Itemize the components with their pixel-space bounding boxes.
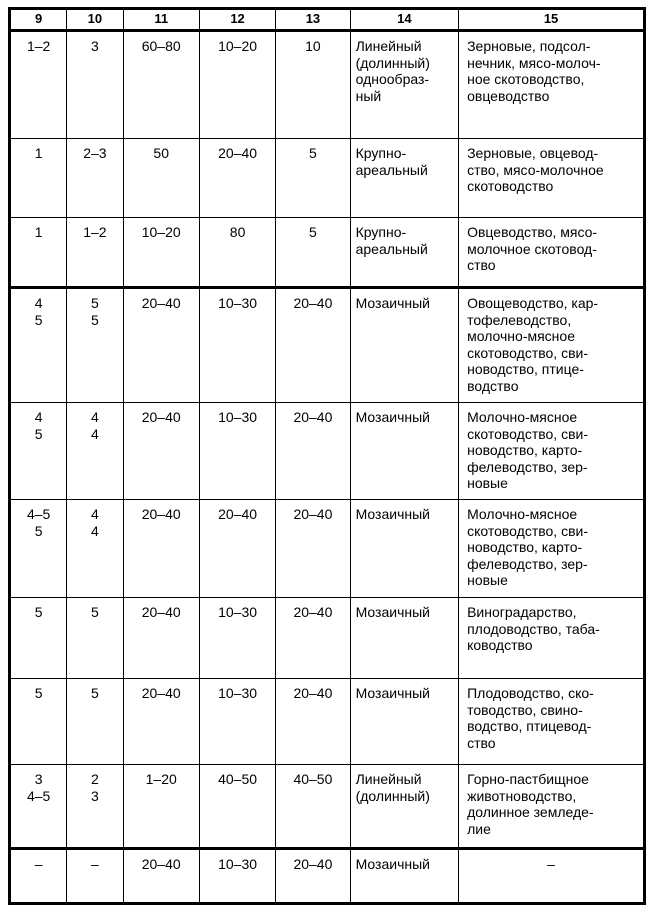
cell-col-11: 20–40 — [123, 500, 199, 598]
cell-col-13: 10 — [276, 31, 350, 139]
cell-col-12: 10–30 — [199, 288, 275, 403]
cell-col-12: 20–40 — [199, 500, 275, 598]
cell-col-13: 5 — [276, 139, 350, 218]
cell-col-9: 4 5 — [10, 288, 67, 403]
cell-col-11: 1–20 — [123, 765, 199, 849]
cell-col-12: 10–30 — [199, 403, 275, 500]
table-row — [10, 849, 645, 904]
header-row — [10, 9, 645, 31]
cell-col-15: – — [459, 849, 645, 904]
cell-col-9: – — [10, 849, 67, 904]
table-row — [10, 403, 645, 500]
table-row — [10, 218, 645, 288]
cell-col-13: 20–40 — [276, 288, 350, 403]
cell-col-10: 1–2 — [67, 218, 123, 288]
header-col-14: 14 — [350, 9, 459, 31]
cell-col-11: 20–40 — [123, 598, 199, 679]
cell-col-14: Крупно- ареальный — [350, 218, 459, 288]
cell-col-11: 50 — [123, 139, 199, 218]
cell-col-13: 40–50 — [276, 765, 350, 849]
cell-col-15: Зерновые, подсол- нечник, мясо-молоч- ное скотоводство, овцеводство — [459, 31, 645, 139]
cell-col-12: 10–30 — [199, 849, 275, 904]
header-col-15: 15 — [459, 9, 645, 31]
cell-col-12: 40–50 — [199, 765, 275, 849]
cell-col-12: 20–40 — [199, 139, 275, 218]
cell-col-14: Мозаичный — [350, 849, 459, 904]
header-col-10: 10 — [67, 9, 123, 31]
cell-col-15: Молочно-мясное скотоводство, сви- новодство, карто- фелеводство, зер- новые — [459, 500, 645, 598]
cell-col-13: 20–40 — [276, 679, 350, 765]
cell-col-11: 20–40 — [123, 679, 199, 765]
cell-col-11: 60–80 — [123, 31, 199, 139]
cell-col-15: Виноградарство, плодоводство, таба- ководство — [459, 598, 645, 679]
cell-col-9: 4–5 5 — [10, 500, 67, 598]
cell-col-13: 20–40 — [276, 598, 350, 679]
header-col-11: 11 — [123, 9, 199, 31]
cell-col-10: 4 4 — [67, 403, 123, 500]
cell-col-14: Мозаичный — [350, 598, 459, 679]
cell-col-10: 4 4 — [67, 500, 123, 598]
cell-col-13: 20–40 — [276, 849, 350, 904]
cell-col-14: Линейный (долинный) однообраз- ный — [350, 31, 459, 139]
cell-col-14: Мозаичный — [350, 288, 459, 403]
table-row — [10, 288, 645, 403]
data-table — [8, 7, 646, 905]
cell-col-10: 5 5 — [67, 288, 123, 403]
cell-col-14: Крупно- ареальный — [350, 139, 459, 218]
cell-col-12: 80 — [199, 218, 275, 288]
cell-col-10: – — [67, 849, 123, 904]
cell-col-9: 4 5 — [10, 403, 67, 500]
table-row — [10, 679, 645, 765]
cell-col-15: Овцеводство, мясо- молочное скотовод- ство — [459, 218, 645, 288]
cell-col-14: Мозаичный — [350, 679, 459, 765]
cell-col-9: 1–2 — [10, 31, 67, 139]
header-col-9: 9 — [10, 9, 67, 31]
header-col-12: 12 — [199, 9, 275, 31]
cell-col-10: 3 — [67, 31, 123, 139]
cell-col-13: 20–40 — [276, 403, 350, 500]
header-col-13: 13 — [276, 9, 350, 31]
cell-col-13: 20–40 — [276, 500, 350, 598]
table-row — [10, 500, 645, 598]
cell-col-14: Линейный (долинный) — [350, 765, 459, 849]
cell-col-9: 3 4–5 — [10, 765, 67, 849]
cell-col-12: 10–30 — [199, 679, 275, 765]
table-row — [10, 31, 645, 139]
cell-col-10: 2–3 — [67, 139, 123, 218]
cell-col-15: Зерновые, овцевод- ство, мясо-молочное скотоводство — [459, 139, 645, 218]
cell-col-13: 5 — [276, 218, 350, 288]
cell-col-11: 20–40 — [123, 403, 199, 500]
cell-col-10: 5 — [67, 598, 123, 679]
cell-col-9: 1 — [10, 139, 67, 218]
table-row — [10, 765, 645, 849]
table-row — [10, 598, 645, 679]
cell-col-14: Мозаичный — [350, 500, 459, 598]
cell-col-15: Плодоводство, ско- товодство, свино- водство, птицевод- ство — [459, 679, 645, 765]
cell-col-11: 10–20 — [123, 218, 199, 288]
table-row — [10, 139, 645, 218]
cell-col-9: 1 — [10, 218, 67, 288]
cell-col-10: 5 — [67, 679, 123, 765]
cell-col-12: 10–30 — [199, 598, 275, 679]
cell-col-11: 20–40 — [123, 288, 199, 403]
cell-col-12: 10–20 — [199, 31, 275, 139]
cell-col-14: Мозаичный — [350, 403, 459, 500]
cell-col-9: 5 — [10, 679, 67, 765]
cell-col-15: Горно-пастбищное животноводство, долинное земледе- лие — [459, 765, 645, 849]
cell-col-15: Молочно-мясное скотоводство, сви- новодство, карто- фелеводство, зер- новые — [459, 403, 645, 500]
cell-col-10: 2 3 — [67, 765, 123, 849]
cell-col-11: 20–40 — [123, 849, 199, 904]
cell-col-9: 5 — [10, 598, 67, 679]
cell-col-15: Овощеводство, кар- тофелеводство, молочно-мясное скотоводство, сви- новодство, птице- водство — [459, 288, 645, 403]
